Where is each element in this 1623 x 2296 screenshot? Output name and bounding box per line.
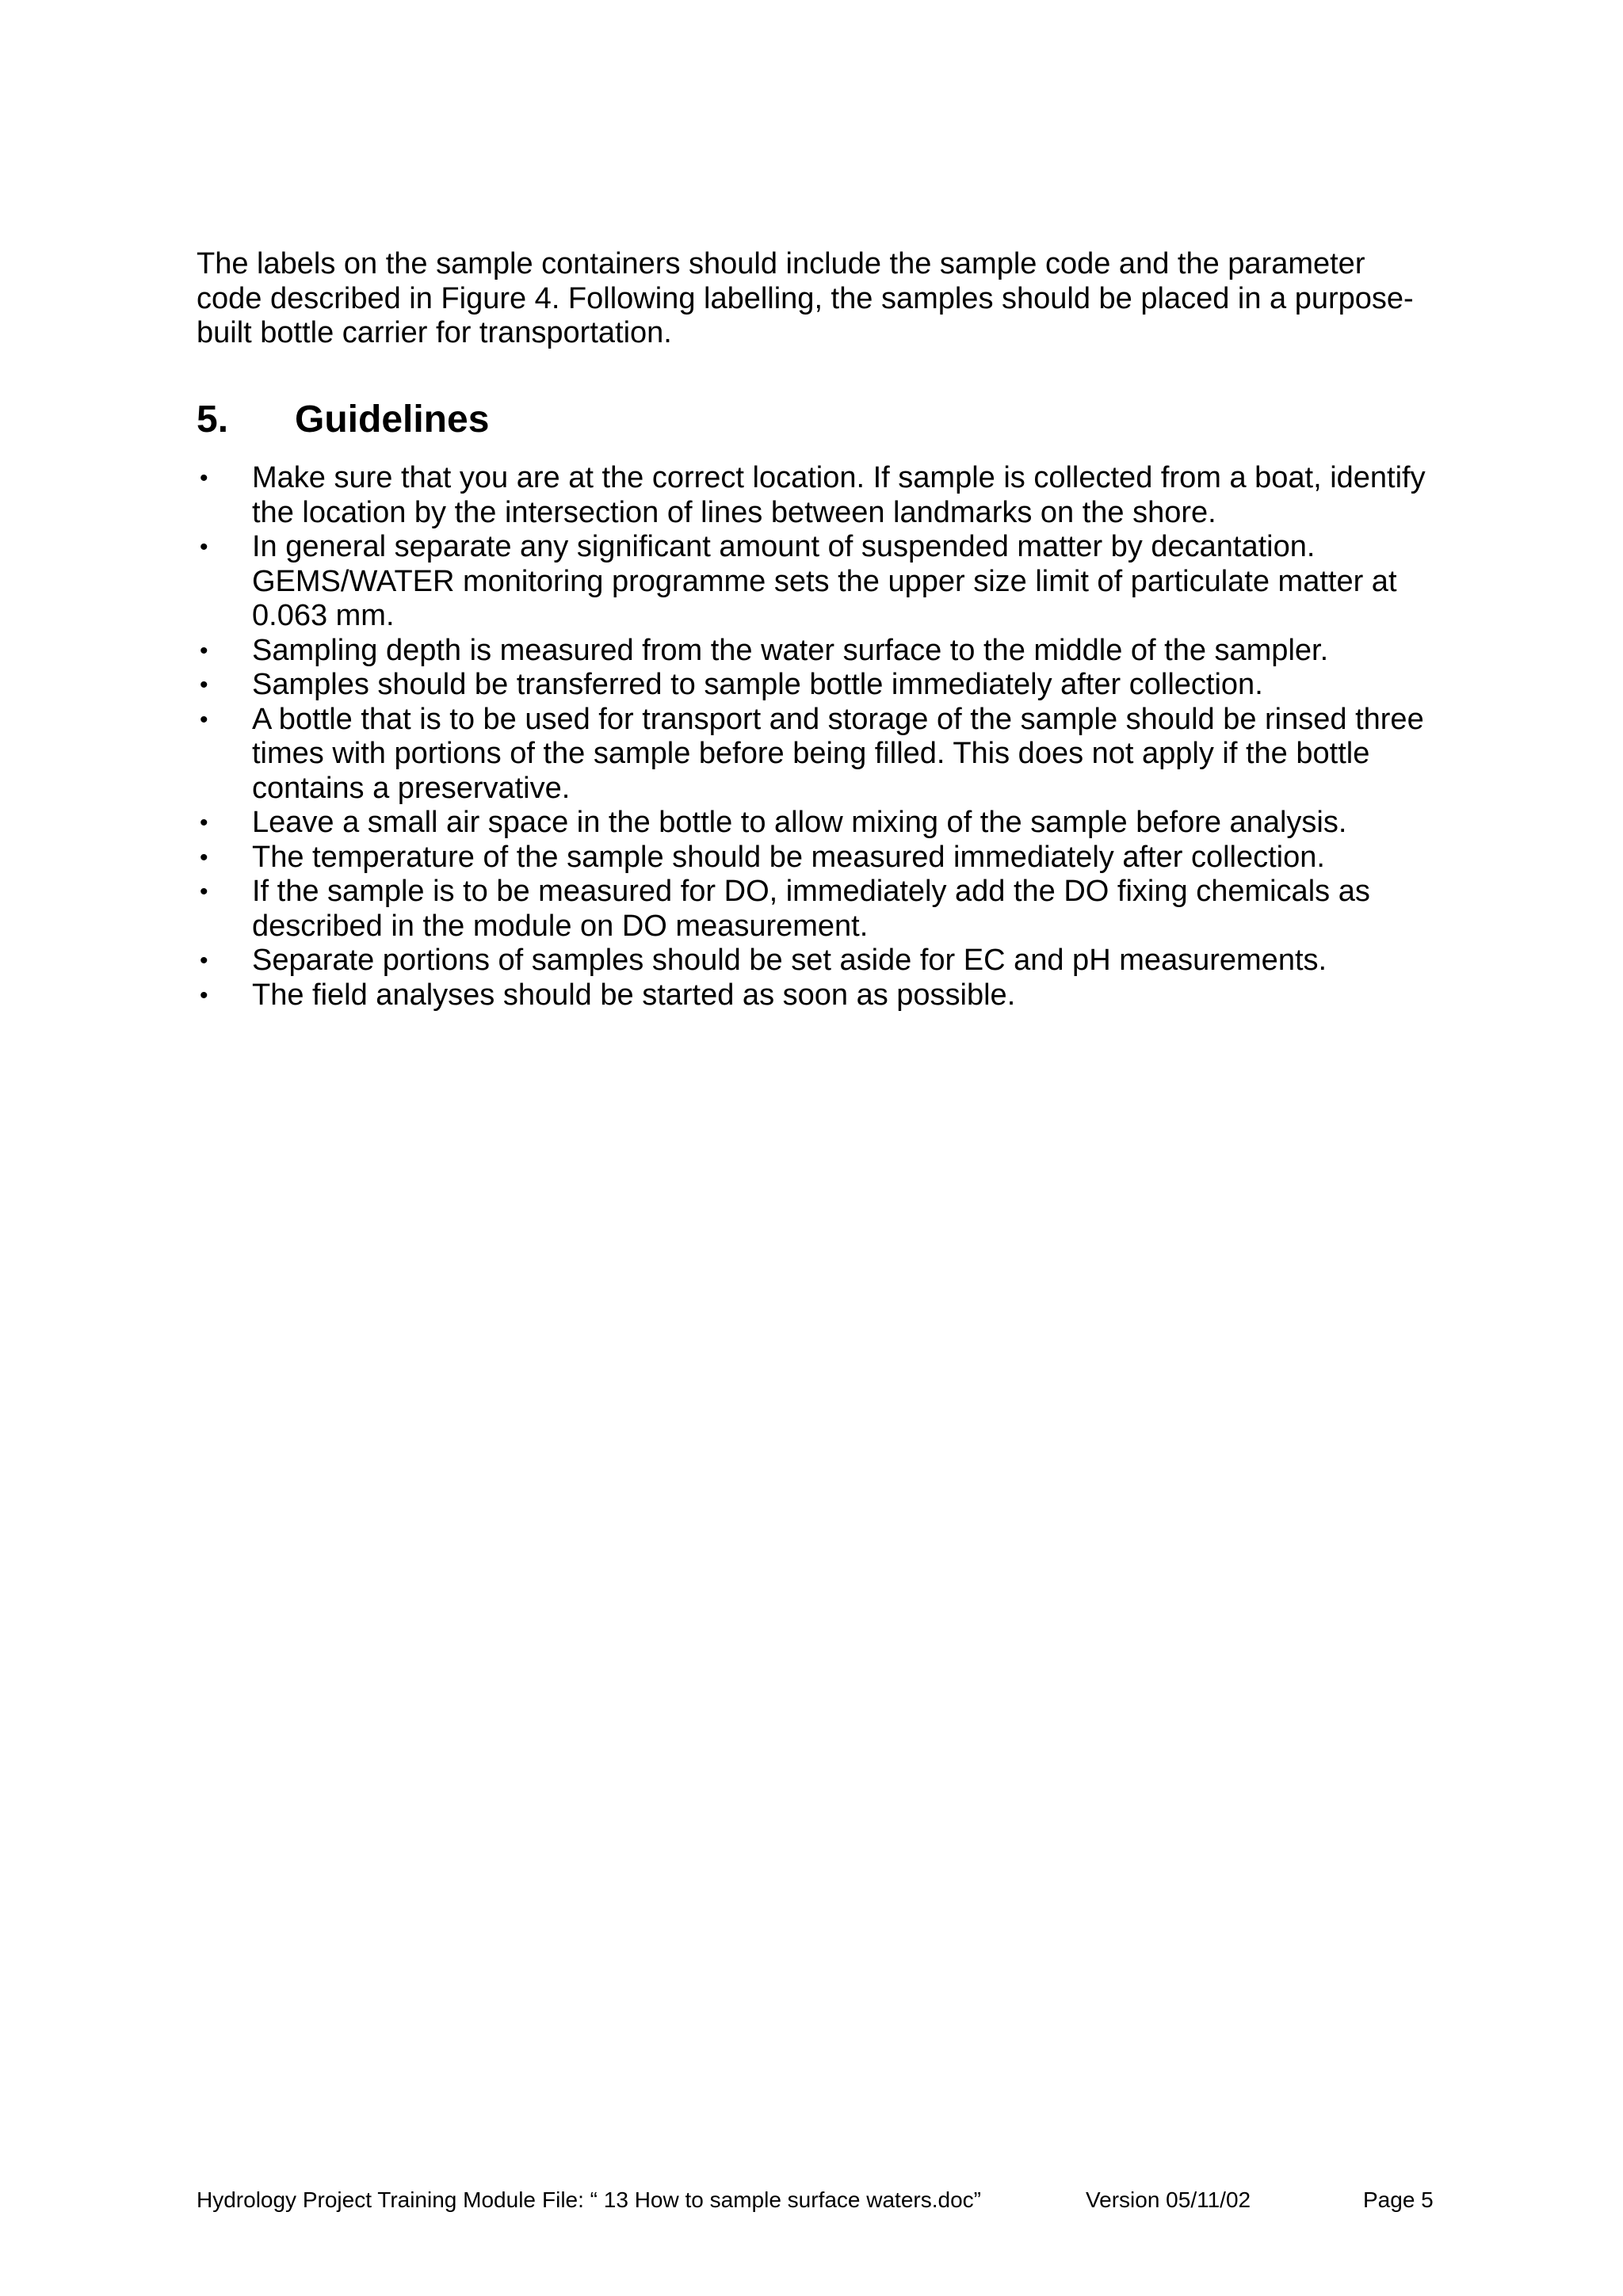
guidelines-list [197,461,1441,1013]
bullet-icon: • [200,672,208,698]
bullet-icon: • [200,465,208,491]
list-item [197,668,1441,703]
list-item [197,703,1441,807]
list-item-text: Sampling depth is measured from the water surface to the middle of the sampler. [252,633,1329,667]
list-item-text: If the sample is to be measured for DO, immediately add the DO fixing chemicals as described in the module on DO measurement. [252,875,1370,943]
list-item [197,461,1441,530]
bullet-icon: • [200,637,208,664]
footer-file-name: File: “ 13 How to sample surface waters.doc” [542,2187,981,2212]
list-item-text: The temperature of the sample should be measured immediately after collection. [252,840,1325,874]
list-item [197,530,1441,634]
section-number: 5. [197,399,229,441]
list-item [197,841,1441,875]
list-item-text: In general separate any significant amount of suspended matter by decantation. GEMS/WATER monitoring programme sets the upper size limit of particulate matter at 0.063 mm. [252,530,1397,632]
section-heading [197,398,489,442]
list-item-text: Samples should be transferred to sample bottle immediately after collection. [252,668,1263,701]
list-item-text: Leave a small air space in the bottle to allow mixing of the sample before analysis. [252,806,1347,839]
section-title: Guidelines [295,399,490,441]
footer-version: Version 05/11/02 [1086,2187,1251,2212]
bullet-icon: • [200,844,208,871]
list-item-text: Separate portions of samples should be set aside for EC and pH measurements. [252,944,1327,977]
footer-module-title: Hydrology Project Training Module [197,2187,536,2212]
bullet-icon: • [200,982,208,1009]
list-item [197,875,1441,944]
bullet-icon: • [200,706,208,733]
list-item [197,806,1441,841]
bullet-icon: • [200,948,208,974]
list-item-text: A bottle that is to be used for transport and storage of the sample should be rinsed three times with portions of the sample before being filled. This does not apply if the bottle contains a preservative. [252,702,1424,805]
bullet-icon: • [200,879,208,905]
footer-page-number: Page 5 [1363,2187,1434,2212]
list-item-text: The field analyses should be started as soon as possible. [252,978,1016,1012]
intro-paragraph: The labels on the sample containers should include the sample code and the parameter code described in Figure 4. Following labelling, the samples should be placed in a purpose-built bottle carrier for transportation. [197,247,1414,349]
list-item [197,978,1441,1013]
list-item-text: Make sure that you are at the correct location. If sample is collected from a boat, identify the location by the intersection of lines between landmarks on the shore. [252,461,1426,529]
list-item [197,634,1441,669]
bullet-icon: • [200,534,208,560]
bullet-icon: • [200,810,208,836]
list-item [197,944,1441,978]
